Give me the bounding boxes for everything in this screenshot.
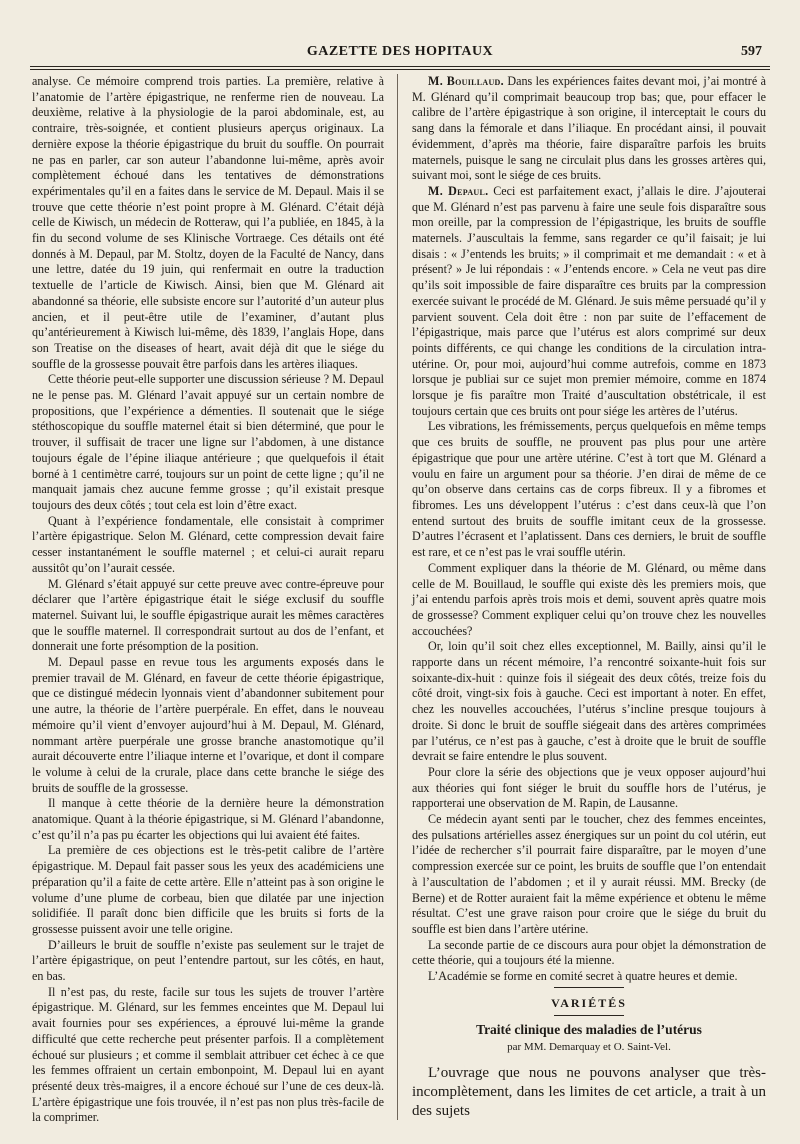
paragraph: Or, loin qu’il soit chez elles exceptionnel, M. Bailly, ainsi qu’il le rapporte dans un récent mémoire, l’a rencontré soixante-huit fois sur soixante-dix-huit : quinze fois il siégeait des deux côtés, treize fois du côté droit, vingt-six fois à gauche. Ceci est important à noter. En effet, chez les nouvelles accouchées, l’utérus s’incline presque toujours à droite. Si donc le bruit de souffle siégeait dans des artères comprimées par l’utérus, ce n’est pas à gauche, c’est à droite que le bruit de souffle devrait se faire entendre le plus souvent. xyxy=(412,639,766,764)
section-rule xyxy=(554,1015,624,1016)
paragraph: analyse. Ce mémoire comprend trois parties. La première, relative à l’anatomie de l’artère épigastrique, ne renferme rien de nouveau. La deuxième, relative à la physiologie de la paroi abdominale, est, au contraire, très-soignée, et contient plusieurs aperçus originaux. La dernière expose la théorie épigastrique du bruit du souffle. On pourrait ne pas en parler, car son auteur l’abandonne lui-même, après avoir complètement échoué dans les tentatives de démonstrations expérimentales qu’il en a faites dans le service de M. Depaul. Mais il se trouve que cette théorie n’est point propre à M. Glénard. C’était déjà celle de Kiwisch, un médecin de Rotteraw, qui l’a publiée, en 1845, à la fin du second volume de ses Klinische Vortraege. Ces détails ont été donnés à M. Depaul, par M. Stoltz, doyen de la Faculté de Nancy, dans une lettre, datée du 19 juin, qui renfermait en outre la traduction textuelle de l’article de Kiwisch. Ainsi, bien que M. Glénard ait abandonné sa théorie, elle subsiste encore sur l’autorité d’un auteur plus ancien, et il peut-être utile de l’examiner, d’autant plus qu’antérieurement à Kiwisch lui-même, dès 1839, l’anglais Hope, dans son Treatise on the diseases of heart, avait déjà dit que le siége du souffle de la grossesse pouvait être parfois dans les artères iliaques. xyxy=(32,74,384,371)
speech-text: Dans les expériences faites devant moi, j’ai montré à M. Glénard qu’il comprimait beaucoup trop bas; que, pour effacer le calibre de l’artère épigastrique à son origine, il interceptait le cours du sang dans la fémorale et dans l’iliaque. En procédant ainsi, il pouvait évidemment, d’après ma théorie, faire disparaître parfois les bruits maternels, puisque le sang ne circulait plus dans les grosses artères qui, suivant moi, sont le siége de ces bruits. xyxy=(412,74,766,183)
paragraph: Il n’est pas, du reste, facile sur tous les sujets de trouver l’artère épigastrique. M. Glénard, sur les femmes enceintes que M. Depaul lui avait fournies pour ses expériences, a éprouvé lui-même la grande difficulté que cette recherche peut présenter parfois. Il a complètement échoué sur plusieurs ; et comme il semblait attribuer cet échec à ce que les femmes offraient un certain embonpoint, M. Depaul lui en ayant présenté deux très-maigres, il a encore échoué sur l’une de ces deux-là. L’artère épigastrique une fois trouvée, il n’est pas non plus très-facile de la comprimer. xyxy=(32,984,384,1125)
article-authors: par MM. Demarquay et O. Saint-Vel. xyxy=(507,1041,671,1054)
page-header xyxy=(30,40,770,67)
speaker-name: M. Depaul. xyxy=(428,183,489,198)
left-column xyxy=(32,74,384,1126)
paragraph: Ce médecin ayant senti par le toucher, chez des femmes enceintes, des pulsations artérielles assez énergiques sur un point du col utérin, eut l’idée de rechercher s’il pourrait faire disparaître, par le moyen d’une compression exercée sur ce point, les bruits de souffle que l’on entendait à l’auscultation de l’abdomen ; et il y aurait réussi. MM. Brecky (de Berne) et de Rotter auraient fait la même expérience et obtenu le même résultat. C’est une grave raison pour croire que le siége du bruit du souffle est bien dans l’artère utérine. xyxy=(412,812,766,936)
speech-paragraph xyxy=(412,184,766,420)
article-title: Traité clinique des maladies de l’utérus xyxy=(476,1022,702,1038)
speech-paragraph xyxy=(412,74,766,184)
paragraph: Comment expliquer dans la théorie de M. Glénard, ou même dans celle de M. Bouillaud, le souffle qui existe dès les premiers mois, que j’ai entendu parfois après trois mois et demi, souvent après quatre mois de grossesse? Comment expliquer celui qu’on trouve chez les nouvelles accouchées? xyxy=(412,560,766,638)
paragraph: M. Glénard s’était appuyé sur cette preuve avec contre-épreuve pour déclarer que l’artère épigastrique était le siége exclusif du souffle maternel. Suivant lui, le souffle épigastrique aurait les mêmes caractères que le souffle maternel. Il correspondrait surtout au dos de l’enfant, et donnerait une forte présomption de la position. xyxy=(32,576,384,654)
paragraph: Cette théorie peut-elle supporter une discussion sérieuse ? M. Depaul ne le pense pas. M. Glénard l’avait appuyé sur un certain nombre de propositions, que l’expérience a démenties. Il soutenait que le siége stéthoscopique du souffle maternel était si bien déterminé, que pour le trouver, il suffisait de tracer une ligne sur l’abdomen, à une distance toujours égale de l’épine iliaque antérieure ; que quelquefois il était borné à 1 centimètre carré, toujours sur un point de cette ligne ; qu’il ne manquait jamais chez aucune femme grosse ; qu’il existait presque toujours des deux côtés ; tout cela est loin d’être exact. xyxy=(32,372,384,512)
page-number: 597 xyxy=(741,44,762,59)
paragraph: Pour clore la série des objections que je veux opposer aujourd’hui aux théories qui font siéger le bruit du souffle hors de l’utérus, je rapporterai une observation de M. Rapin, de Lausanne. xyxy=(412,764,766,811)
article-intro: L’ouvrage que nous ne pouvons analyser que très-incomplètement, dans les limites de cet article, a trait à un des sujets xyxy=(412,1064,766,1119)
column-divider xyxy=(397,74,398,1120)
section-heading: VARIÉTÉS xyxy=(551,995,627,1010)
paragraph: Les vibrations, les frémissements, perçus quelquefois en même temps que ces bruits de souffle, ne prouvent pas plus pour une artère épigastrique que pour une artère utérine. C’est à tort que M. Glénard a voulu en faire un argument pour sa théorie. J’en dirai de même de ce qu’on observe dans certains cas de corps fibreux. Il y a fibromes et fibromes. Les uns développent l’utérus : c’est dans ceux-là que l’on entend surtout des bruits de souffle imitant ceux de la grossesse. D’autres l’écrasent et l’aplatissent. Dans ces derniers, le bruit de souffle est rare, et ce n’est pas le vrai souffle utérin. xyxy=(412,419,766,560)
right-column xyxy=(412,74,766,1121)
paragraph: La première de ces objections est le très-petit calibre de l’artère épigastrique. M. Depaul fait passer sous les yeux des académiciens une préparation qu’il a faite de cette artère. Elle n’atteint pas à son origine le volume d’une plume de corbeau, bien que dilatée par une injection solidifiée. Il paraît donc bien difficile que les bruits si forts de la grossesse puissent avoir une telle origine. xyxy=(32,843,384,936)
section-rule xyxy=(554,987,624,988)
paragraph: M. Depaul passe en revue tous les arguments exposés dans le premier travail de M. Glénard, en faveur de cette théorie épigastrique, que ce distingué médecin lyonnais vient d’abandonner subitement pour une autre, la théorie de l’artère puerpérale. En effet, dans le nouveau mémoire qu’il vient d’envoyer aujourd’hui à M. Depaul, M. Glénard, nommant artère puerpérale une grosse branche anastomotique qu’il aurait découverte entre l’iliaque interne et l’ovarique, et dont il compare le volume à celui de la crurale, place dans cette branche le siége des bruits de souffle de la grossesse. xyxy=(32,655,384,795)
speech-text: Ceci est parfaitement exact, j’allais le dire. J’ajouterai que M. Glénard n’est pas parvenu à faire une seule fois disparaître sous mon oreille, par la compression de l’épigastrique, les bruits de souffle maternels. J’auscultais la femme, sans regarder ce qu’il faisait; je lui disais : « J’entends les bruits; » il comprimait et me demandait : « et à présent? » Je lui répondais : « J’entends encore. » Cela ne veut pas dire qu’ils soit impossible de faire disparaître ces bruits par la compression exercée suivant le procédé de M. Glénard. Je suis même persuadé qu’il y parvient souvent. Cela doit être : non par suite de l’effacement de l’épigastrique, mais parce que l’utérus est alors comprimé sur deux points différents, ce qui change les conditions de la circulation intra-utérine. Or, pour moi, aujourd’hui comme autrefois, comme en 1873 lorsque je publiai sur ce sujet mon premier mémoire, comme en 1874 lorsque je fis paraître mon Traité d’auscultation obstétricale, il est toujours certain que ces bruits ont pour siége les artères de l’utérus. xyxy=(412,183,766,418)
speaker-name: M. Bouillaud. xyxy=(428,74,504,88)
paragraph: Quant à l’expérience fondamentale, elle consistait à comprimer l’artère épigastrique. Selon M. Glénard, cette compression devait faire cesser instantanément le souffle maternel ; et celui-ci aurait reparu aussitôt qu’on l’aurait cessée. xyxy=(32,513,384,575)
journal-title: GAZETTE DES HOPITAUX xyxy=(306,44,494,59)
paragraph: D’ailleurs le bruit de souffle n’existe pas seulement sur le trajet de l’artère épigastrique, on peut l’entendre partout, sur les côtés, en haut, en bas. xyxy=(32,937,384,984)
header-rule xyxy=(30,69,770,70)
paragraph: L’Académie se forme en comité secret à quatre heures et demie. xyxy=(428,969,738,984)
paragraph: Il manque à cette théorie de la dernière heure la démonstration anatomique. Quant à la théorie épigastrique, si M. Glénard l’abandonne, c’est qu’il n’a pas pu écarter les objections qui lui avaient été faites. xyxy=(32,796,384,842)
paragraph: La seconde partie de ce discours aura pour objet la démonstration de cette théorie, qui a toujours été la mienne. xyxy=(412,937,766,968)
